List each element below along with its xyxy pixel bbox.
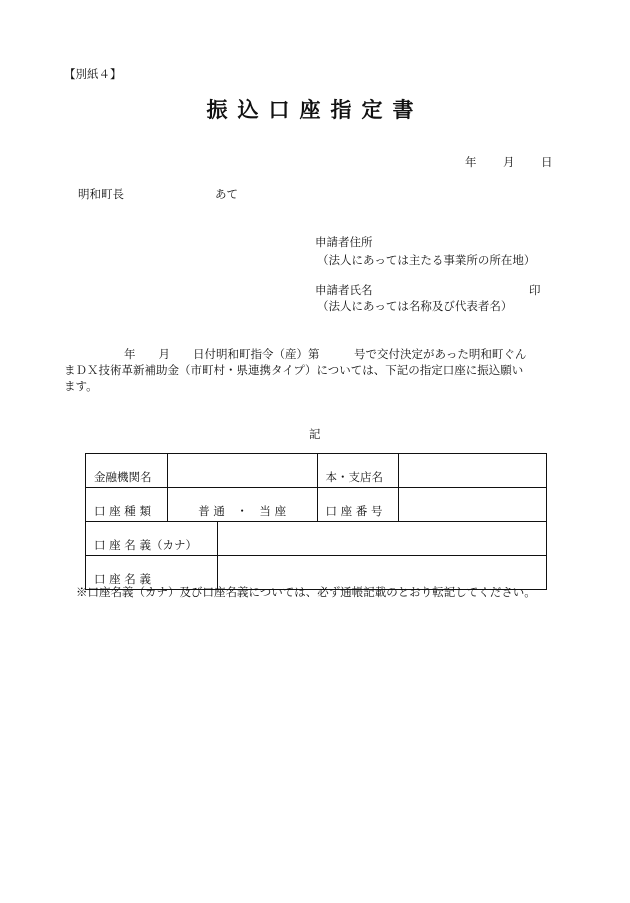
bank-field[interactable] [167, 454, 317, 488]
date-year: 年 [465, 155, 477, 169]
account-type-value[interactable]: 普 通 ・ 当 座 [167, 488, 317, 522]
attachment-tag: 【別紙４】 [64, 67, 122, 81]
body-line-2: まＤＸ技術革新補助金（市町村・県連携タイプ）については、下記の指定口座に振込願い [64, 363, 524, 377]
table-row [86, 488, 547, 522]
applicant-address-label: 申請者住所 [315, 235, 373, 249]
applicant-name-label: 申請者氏名 [315, 283, 373, 297]
account-holder-label: 口 座 名 義 [86, 556, 218, 590]
date-month: 月 [503, 155, 515, 169]
account-number-label: 口 座 番 号 [317, 488, 399, 522]
bank-label: 金融機関名 [86, 454, 168, 488]
addressee-ate: あて [215, 187, 238, 201]
body-line-3: ます。 [64, 379, 98, 393]
account-type-label: 口 座 種 類 [86, 488, 168, 522]
applicant-name-note: （法人にあっては名称及び代表者名） [317, 299, 513, 313]
table-row [86, 522, 547, 556]
account-kana-field[interactable] [217, 522, 546, 556]
addressee-name: 明和町長 [78, 187, 124, 201]
account-number-field[interactable] [399, 488, 547, 522]
date-day: 日 [541, 155, 553, 169]
branch-field[interactable] [399, 454, 547, 488]
page-title: 振込口座指定書 [206, 98, 424, 122]
footnote: ※口座名義（カナ）及び口座名義については、必ず通帳記載のとおり転記してください。 [76, 585, 536, 599]
table-row [86, 454, 547, 488]
body-line-1: 年 月 日付明和町指令（産）第 号で交付決定があった明和町ぐん [124, 347, 527, 361]
applicant-address-note: （法人にあっては主たる事業所の所在地） [317, 253, 536, 267]
account-table [85, 453, 547, 590]
ki-heading: 記 [309, 427, 321, 441]
seal-mark: 印 [529, 283, 541, 297]
account-kana-label: 口 座 名 義（カナ） [86, 522, 218, 556]
branch-label: 本・支店名 [317, 454, 399, 488]
